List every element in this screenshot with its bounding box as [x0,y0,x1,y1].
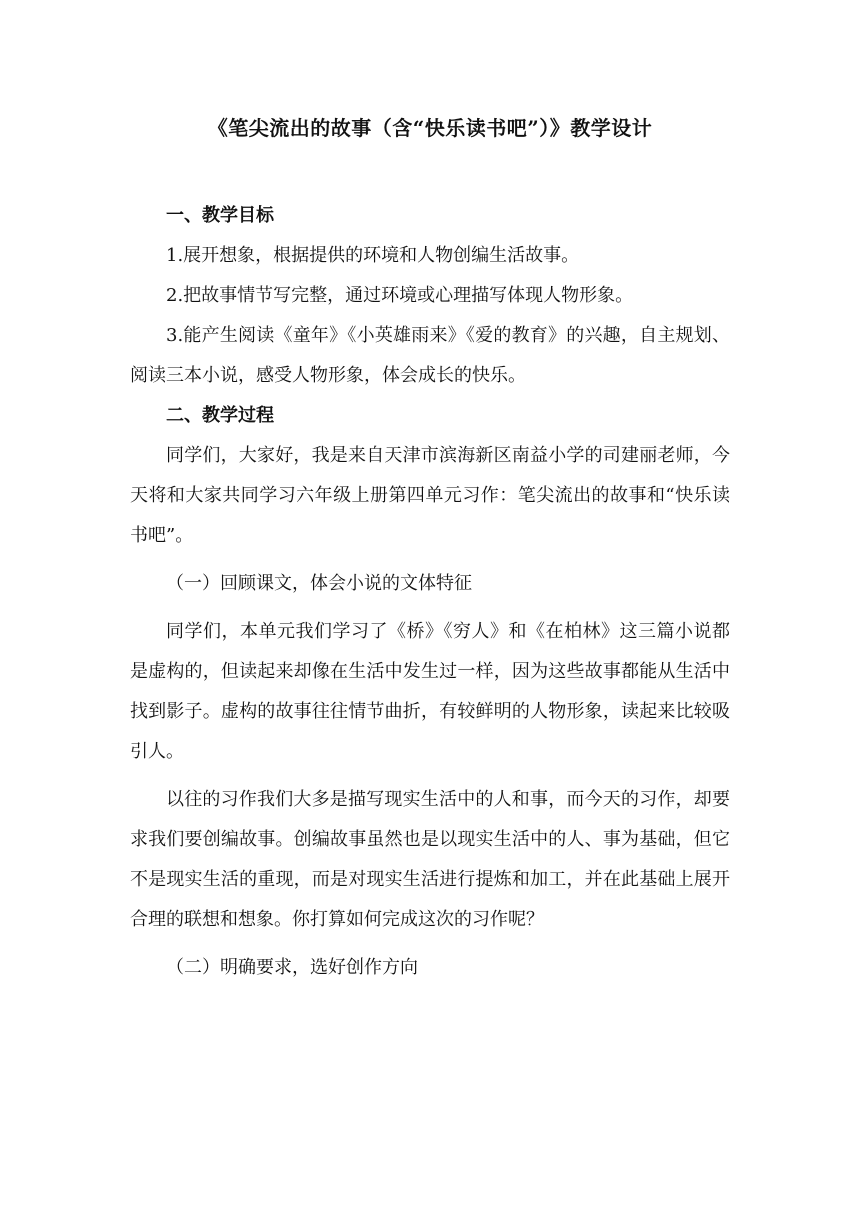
part2-heading: （二）明确要求，选好创作方向 [166,957,418,978]
objectives-heading: 一、教学目标 [166,205,274,226]
intro-paragraph: 同学们，大家好，我是来自天津市滨海新区南益小学的司建丽老师，今天将和大家共同学习六年级上册第四单元习作：笔尖流出的故事和“快乐读书吧”。 [130,445,730,546]
objective-item: 3.能产生阅读《童年》《小英雄雨来》《爱的教育》的兴趣，自主规划、阅读三本小说，感受人物形象，体会成长的快乐。 [130,325,730,386]
part1-paragraph-1: 同学们，本单元我们学习了《桥》《穷人》和《在柏林》这三篇小说都是虚构的，但读起来却像在生活中发生过一样，因为这些故事都能从生活中找到影子。虚构的故事往往情节曲折，有较鲜明的人物形象，读起来比较吸引人。 [130,621,730,762]
document-body [130,196,730,988]
part1-heading: （一）回顾课文，体会小说的文体特征 [166,573,472,594]
document-title: 《笔尖流出的故事（含“快乐读书吧”）》教学设计 [207,116,653,140]
objective-item: 2.把故事情节写完整，通过环境或心理描写体现人物形象。 [166,285,634,306]
part1-paragraph-2: 以往的习作我们大多是描写现实生活中的人和事，而今天的习作，却要求我们要创编故事。创编故事虽然也是以现实生活中的人、事为基础，但它不是现实生活的重现，而是对现实生活进行提炼和加工，并在此基础上展开合理的联想和想象。你打算如何完成这次的习作呢？ [130,789,730,930]
objective-item: 1.展开想象，根据提供的环境和人物创编生活故事。 [166,245,580,266]
process-heading: 二、教学过程 [166,405,274,426]
